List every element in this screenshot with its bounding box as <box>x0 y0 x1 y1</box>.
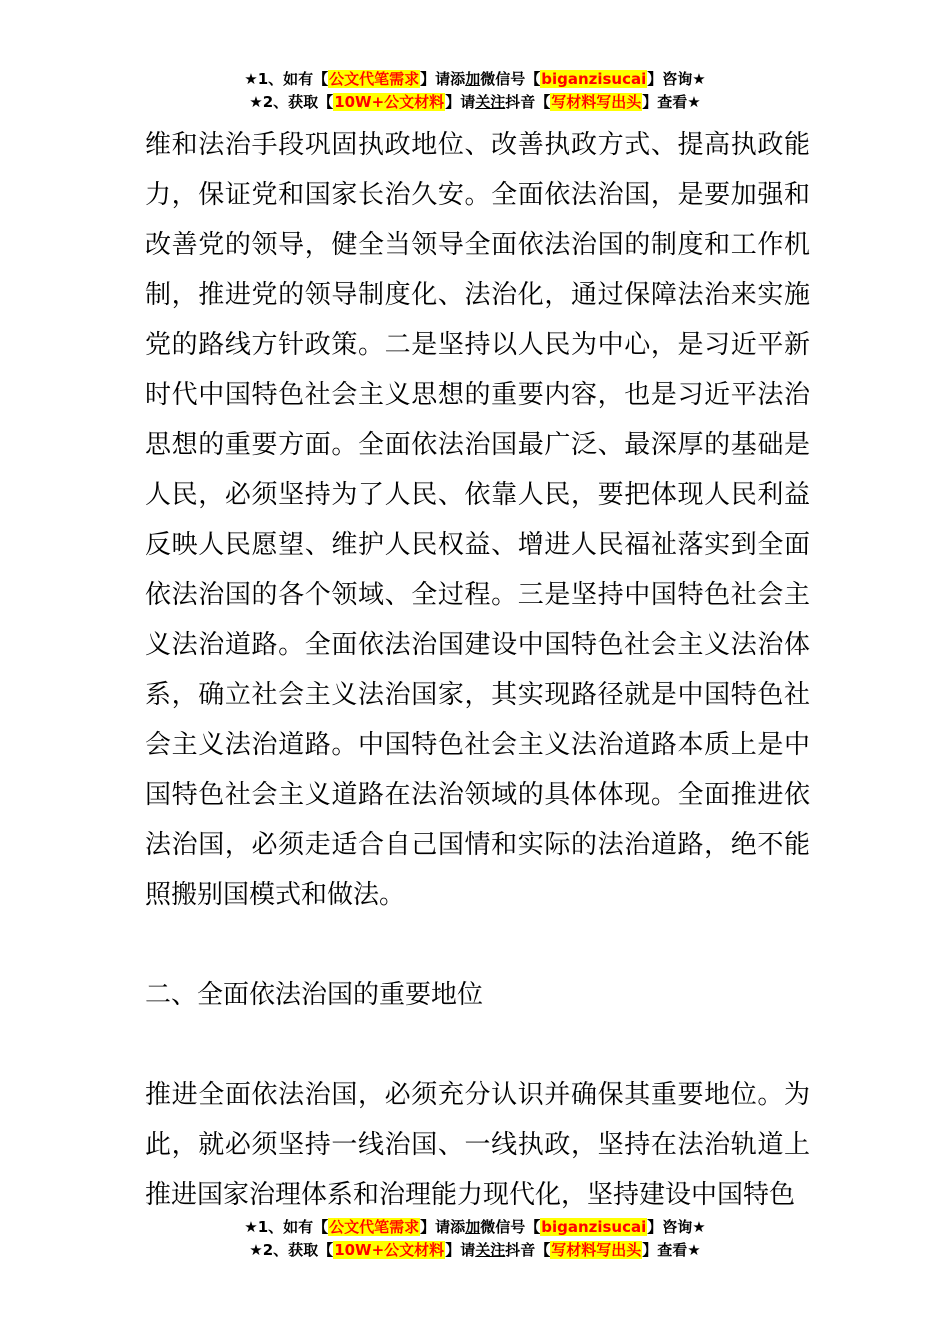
header-banner <box>0 68 950 114</box>
banner-text: 抖音【 <box>505 93 551 111</box>
banner-line-1 <box>0 1216 950 1239</box>
banner-text: ★1、如有【 <box>244 70 329 88</box>
banner-text: 微信号【 <box>480 1218 541 1236</box>
banner-text: 】查看★ <box>642 93 701 111</box>
banner-underlined-text: 关注 <box>475 93 506 111</box>
banner-text: 】咨询★ <box>647 1218 706 1236</box>
banner-text: 微信号【 <box>480 70 541 88</box>
banner-highlight: biganzisucai <box>541 1218 647 1236</box>
banner-text: 】请添 <box>420 70 466 88</box>
banner-text: 抖音【 <box>505 1241 551 1259</box>
banner-text: ★2、获取【 <box>249 1241 334 1259</box>
banner-text: 】咨询★ <box>647 70 706 88</box>
banner-highlight: 公文代笔需求 <box>329 1218 420 1236</box>
banner-text: ★1、如有【 <box>244 1218 329 1236</box>
banner-highlight: 写材料写出头 <box>551 93 642 111</box>
banner-line-1 <box>0 68 950 91</box>
banner-text: ★2、获取【 <box>249 93 334 111</box>
banner-highlight: 写材料写出头 <box>551 1241 642 1259</box>
banner-text: 】请 <box>445 1241 476 1259</box>
banner-highlight: biganzisucai <box>541 70 647 88</box>
banner-text: 】请添 <box>420 1218 466 1236</box>
document-body <box>145 120 810 1220</box>
banner-line-2 <box>0 1239 950 1262</box>
banner-underlined-text: 加 <box>465 70 481 88</box>
banner-text: 】查看★ <box>642 1241 701 1259</box>
banner-underlined-text: 关注 <box>475 1241 506 1259</box>
banner-text: 】请 <box>445 93 476 111</box>
banner-line-2 <box>0 91 950 114</box>
banner-highlight: 公文代笔需求 <box>329 70 420 88</box>
footer-banner <box>0 1216 950 1262</box>
banner-underlined-text: 加 <box>465 1218 481 1236</box>
body-paragraph: 推进全面依法治国，必须充分认识并确保其重要地位。为此，就必须坚持一线治国、一线执政，坚持在法治轨道上推进国家治理体系和治理能力现代化，坚持建设中国特色 <box>145 1080 810 1210</box>
banner-highlight: 10W+公文材料 <box>334 1241 445 1259</box>
banner-highlight: 10W+公文材料 <box>334 93 445 111</box>
section-heading: 二、全面依法治国的重要地位 <box>145 980 484 1010</box>
body-paragraph: 维和法治手段巩固执政地位、改善执政方式、提高执政能力，保证党和国家长治久安。全面依法治国，是要加强和改善党的领导，健全当领导全面依法治国的制度和工作机制，推进党的领导制度化、法治化，通过保障法治来实施党的路线方针政策。二是坚持以人民为中心，是习近平新时代中国特色社会主义思想的重要内容，也是习近平法治思想的重要方面。全面依法治国最广泛、最深厚的基础是人民，必须坚持为了人民、依靠人民，要把体现人民利益反映人民愿望、维护人民权益、增进人民福祉落实到全面依法治国的各个领域、全过程。三是坚持中国特色社会主义法治道路。全面依法治国建设中国特色社会主义法治体系，确立社会主义法治国家，其实现路径就是中国特色社会主义法治道路。中国特色社会主义法治道路本质上是中国特色社会主义道路在法治领域的具体体现。全面推进依法治国，必须走适合自己国情和实际的法治道路，绝不能照搬别国模式和做法。 <box>145 130 810 910</box>
